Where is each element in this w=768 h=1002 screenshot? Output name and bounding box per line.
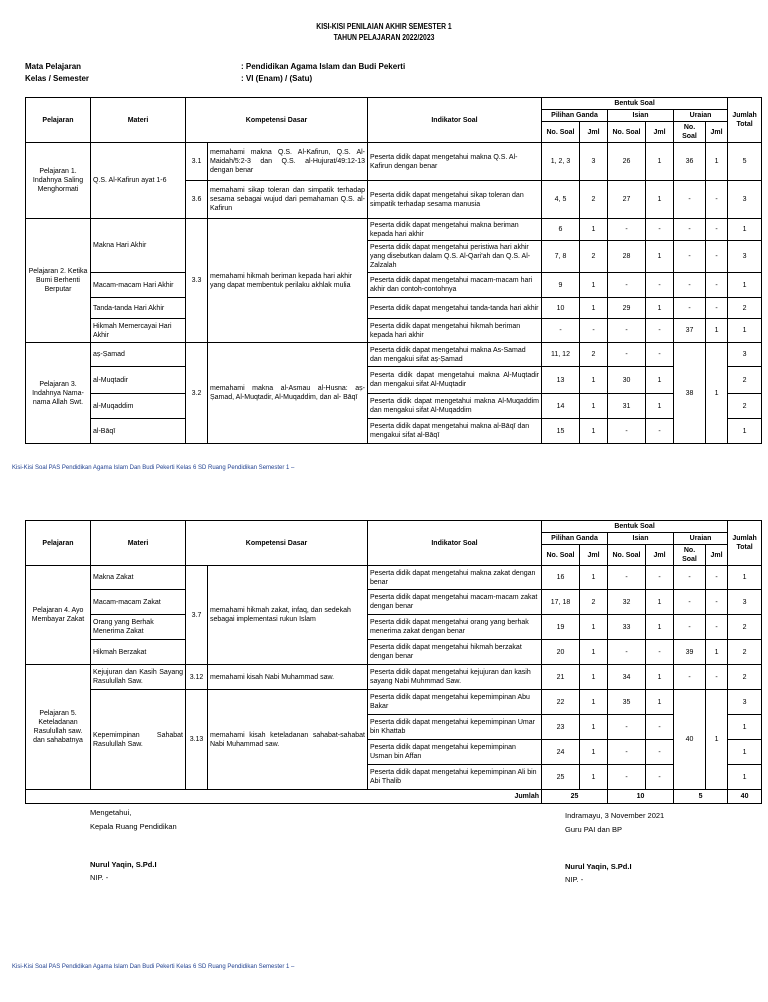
isian-jml-cell: 1 [646,665,674,690]
sig-jabatan-kepala: Kepala Ruang Pendidikan [90,822,177,831]
uraian-jml-cell: 1 [706,690,728,790]
isian-jml-cell: 1 [646,615,674,640]
jumlah-row [26,790,762,804]
isian-no-cell: 31 [608,394,646,419]
uraian-jml-cell: 1 [706,343,728,444]
pelajaran-cell: Pelajaran 2. Ketika Bumi Berhenti Berputar [26,219,91,343]
sig-date: Indramayu, 3 November 2021 [565,811,665,820]
jumlah-pg: 25 [542,790,608,804]
kd-number: 3.12 [186,665,208,690]
isian-no-cell: - [608,765,646,790]
total-cell: 1 [728,715,762,740]
total-cell: 1 [728,765,762,790]
uraian-jml-cell: - [706,273,728,298]
col-kd: Kompetensi Dasar [186,98,368,143]
total-cell: 3 [728,181,762,219]
table-row [26,566,762,590]
table-row [26,690,762,715]
col-jml: Jml [580,545,608,566]
indikator-cell: Peserta didik dapat mengetahui macam-macam hari akhir dan contoh-contohnya [368,273,542,298]
pg-no-cell: 23 [542,715,580,740]
pg-jml-cell: 1 [580,566,608,590]
col-pilihan-ganda: Pilihan Ganda [542,110,608,122]
col-isian: Isian [608,110,674,122]
pg-no-cell: 24 [542,740,580,765]
materi-cell: Hikmah Berzakat [91,640,186,665]
isian-jml-cell: - [646,419,674,444]
indikator-cell: Peserta didik dapat mengetahui kepemimpinan Usman bin Affan [368,740,542,765]
pg-jml-cell: 1 [580,615,608,640]
materi-cell: al-Muqtadir [91,367,186,394]
pg-no-cell: 14 [542,394,580,419]
kelas-value: : VI (Enam) / (Satu) [241,74,313,83]
kisi-table-1 [25,97,762,444]
pg-no-cell: 16 [542,566,580,590]
indikator-cell: Peserta didik dapat mengetahui peristiwa hari akhir yang disebutkan dalam Q.S. Al-Qari'ah dan Q.S. Al-Zalzalah [368,241,542,273]
kd-number: 3.7 [186,566,208,665]
uraian-jml-cell: - [706,219,728,241]
uraian-no-cell: - [674,273,706,298]
mapel-value: : Pendidikan Agama Islam dan Budi Pekerti [241,62,406,71]
isian-no-cell: 30 [608,367,646,394]
mapel-label: Mata Pelajaran [25,62,82,71]
col-jml: Jml [646,545,674,566]
pg-jml-cell: 1 [580,665,608,690]
isian-no-cell: - [608,219,646,241]
isian-jml-cell: 1 [646,181,674,219]
uraian-no-cell: - [674,665,706,690]
kelas-label: Kelas / Semester [25,74,90,83]
jumlah-total: 40 [728,790,762,804]
isian-jml-cell: 1 [646,143,674,181]
table-row [26,319,762,343]
materi-cell: Kepemimpinan Sahabat Rasulullah Saw. [91,690,186,790]
sig-left-nip: NIP. - [90,873,109,882]
kd-cell: memahami hikmah zakat, infaq, dan sedekah sebagai implementasi rukun Islam [208,566,368,665]
kd-cell: memahami kisah Nabi Muhammad saw. [208,665,368,690]
table-row [26,419,762,444]
table-row [26,665,762,690]
indikator-cell: Peserta didik dapat mengetahui makna Al-Muqaddim dan mengakui sifat Al-Muqaddim [368,394,542,419]
uraian-jml-cell: - [706,615,728,640]
indikator-cell: Peserta didik dapat mengetahui makna al-Bāqī dan mengakui sifat al-Bāqī [368,419,542,444]
isian-no-cell: - [608,640,646,665]
pg-jml-cell: 1 [580,273,608,298]
total-cell: 1 [728,566,762,590]
pg-jml-cell: 2 [580,343,608,367]
total-cell: 1 [728,419,762,444]
total-cell: 2 [728,394,762,419]
isian-no-cell: - [608,343,646,367]
pelajaran-cell: Pelajaran 4. Ayo Membayar Zakat [26,566,91,665]
uraian-no-cell: - [674,566,706,590]
jumlah-uraian: 5 [674,790,728,804]
materi-cell: aṣ-Ṣamad [91,343,186,367]
col-jml: Jml [706,545,728,566]
materi-cell: Tanda-tanda Hari Akhir [91,298,186,319]
sig-jabatan-guru: Guru PAI dan BP [565,825,622,834]
pg-jml-cell: 1 [580,367,608,394]
pg-jml-cell: 1 [580,740,608,765]
pg-jml-cell: 1 [580,298,608,319]
isian-jml-cell: - [646,740,674,765]
total-cell: 5 [728,143,762,181]
col-jml: Jml [646,122,674,143]
table-row [26,394,762,419]
sig-right-name: Nurul Yaqin, S.Pd.I [565,862,632,871]
total-cell: 1 [728,219,762,241]
page-footer: Kisi-Kisi Soal PAS Pendidikan Agama Islam Dan Budi Pekerti Kelas 6 SD Ruang Pendidikan Semester 1 – [12,964,295,970]
isian-jml-cell: - [646,273,674,298]
pg-jml-cell: 1 [580,219,608,241]
pg-jml-cell: 3 [580,143,608,181]
kisi-table-2 [25,520,762,804]
table-row [26,640,762,665]
col-no-soal: No. Soal [542,122,580,143]
materi-cell: Kejujuran dan Kasih Sayang Rasulullah Saw. [91,665,186,690]
pg-no-cell: 17, 18 [542,590,580,615]
materi-cell: Q.S. Al-Kafirun ayat 1-6 [91,143,186,219]
isian-jml-cell: - [646,640,674,665]
indikator-cell: Peserta didik dapat mengetahui kepemimpinan Abu Bakar [368,690,542,715]
total-cell: 2 [728,640,762,665]
pelajaran-cell: Pelajaran 1. Indahnya Saling Menghormati [26,143,91,219]
table-row [26,343,762,367]
pg-no-cell: 20 [542,640,580,665]
col-bentuk-soal: Bentuk Soal [542,521,728,533]
pg-no-cell: 10 [542,298,580,319]
indikator-cell: Peserta didik dapat mengetahui makna beriman kepada hari akhir [368,219,542,241]
indikator-cell: Peserta didik dapat mengetahui hikmah berzakat dengan benar [368,640,542,665]
indikator-cell: Peserta didik dapat mengetahui makna As-Samad dan mengakui sifat aṣ-Ṣamad [368,343,542,367]
isian-no-cell: 26 [608,143,646,181]
total-cell: 3 [728,690,762,715]
pg-no-cell: 6 [542,219,580,241]
isian-no-cell: - [608,273,646,298]
materi-cell: Macam-macam Hari Akhir [91,273,186,298]
isian-no-cell: - [608,740,646,765]
isian-no-cell: 35 [608,690,646,715]
isian-no-cell: 32 [608,590,646,615]
col-no-soal: No. Soal [542,545,580,566]
pg-jml-cell: 1 [580,715,608,740]
uraian-jml-cell: - [706,665,728,690]
pg-jml-cell: - [580,319,608,343]
col-no-soal: No. Soal [608,545,646,566]
table-row [26,590,762,615]
uraian-jml-cell: 1 [706,319,728,343]
kd-cell: memahami makna Q.S. Al-Kafirun, Q.S. Al-Maidah/5:2-3 dan Q.S. al-Hujurat/49:12-13 dengan benar [208,143,368,181]
col-pilihan-ganda: Pilihan Ganda [542,533,608,545]
sig-right-nip: NIP. - [565,875,584,884]
table-row [26,298,762,319]
pelajaran-cell: Pelajaran 5. Keteladanan Rasulullah saw. dan sahabatnya [26,665,91,790]
uraian-no-cell: - [674,298,706,319]
isian-jml-cell: - [646,715,674,740]
isian-no-cell: 34 [608,665,646,690]
pg-no-cell: 22 [542,690,580,715]
pg-no-cell: 1, 2, 3 [542,143,580,181]
page-footer: Kisi-Kisi Soal PAS Pendidikan Agama Islam Dan Budi Pekerti Kelas 6 SD Ruang Pendidikan Semester 1 – [12,465,295,471]
uraian-no-cell: - [674,241,706,273]
materi-cell: Hikmah Memercayai Hari Akhir [91,319,186,343]
pg-no-cell: 13 [542,367,580,394]
uraian-no-cell: - [674,219,706,241]
indikator-cell: Peserta didik dapat mengetahui tanda-tanda hari akhir [368,298,542,319]
table-row [26,273,762,298]
col-pelajaran: Pelajaran [26,98,91,143]
kd-cell: memahami kisah keteladanan sahabat-sahabat Nabi Muhammad saw. [208,690,368,790]
col-materi: Materi [91,521,186,566]
kd-cell: memahami sikap toleran dan simpatik terhadap sesama sebagai wujud dari pemahaman Q.S. al-Kafirun [208,181,368,219]
isian-jml-cell: 1 [646,590,674,615]
isian-jml-cell: 1 [646,394,674,419]
isian-jml-cell: - [646,219,674,241]
uraian-no-cell: - [674,181,706,219]
isian-no-cell: 33 [608,615,646,640]
isian-no-cell: 28 [608,241,646,273]
pg-jml-cell: 1 [580,419,608,444]
kd-number: 3.3 [186,219,208,343]
sig-left-name: Nurul Yaqin, S.Pd.I [90,860,157,869]
uraian-jml-cell: - [706,566,728,590]
sig-mengetahui: Mengetahui, [90,808,132,817]
materi-cell: Makna Hari Akhir [91,219,186,273]
total-cell: 3 [728,343,762,367]
indikator-cell: Peserta didik dapat mengetahui hikmah beriman kepada hari akhir [368,319,542,343]
kd-number: 3.2 [186,343,208,444]
total-cell: 3 [728,241,762,273]
jumlah-isian: 10 [608,790,674,804]
isian-no-cell: - [608,419,646,444]
uraian-no-cell: 39 [674,640,706,665]
table-row [26,143,762,181]
uraian-no-cell: - [674,615,706,640]
pg-no-cell: 19 [542,615,580,640]
isian-jml-cell: - [646,319,674,343]
uraian-jml-cell: - [706,181,728,219]
indikator-cell: Peserta didik dapat mengetahui kepemimpinan Ali bin Abi Thalib [368,765,542,790]
pg-no-cell: 21 [542,665,580,690]
col-jumlah-total: Jumlah Total [728,521,762,566]
indikator-cell: Peserta didik dapat mengetahui orang yang berhak menerima zakat dengan benar [368,615,542,640]
col-jml: Jml [706,122,728,143]
uraian-no-cell: 36 [674,143,706,181]
indikator-cell: Peserta didik dapat mengetahui makna Q.S. Al-Kafirun dengan benar [368,143,542,181]
col-indikator: Indikator Soal [368,98,542,143]
doc-title: KISI-KISI PENILAIAN AKHIR SEMESTER 1 [316,22,452,31]
col-no-soal: No. Soal [608,122,646,143]
table-row [26,615,762,640]
uraian-no-cell: 37 [674,319,706,343]
uraian-jml-cell: 1 [706,143,728,181]
uraian-jml-cell: - [706,298,728,319]
pg-no-cell: 4, 5 [542,181,580,219]
materi-cell: Macam-macam Zakat [91,590,186,615]
isian-jml-cell: - [646,343,674,367]
isian-no-cell: - [608,319,646,343]
kd-number: 3.6 [186,181,208,219]
doc-subtitle: TAHUN PELAJARAN 2022/2023 [333,33,435,42]
pg-jml-cell: 2 [580,590,608,615]
col-indikator: Indikator Soal [368,521,542,566]
pg-no-cell: - [542,319,580,343]
pg-jml-cell: 1 [580,690,608,715]
total-cell: 2 [728,298,762,319]
total-cell: 2 [728,665,762,690]
col-jumlah-total: Jumlah Total [728,98,762,143]
materi-cell: Orang yang Berhak Menerima Zakat [91,615,186,640]
total-cell: 1 [728,273,762,298]
pg-jml-cell: 1 [580,765,608,790]
isian-jml-cell: 1 [646,241,674,273]
col-jml: Jml [580,122,608,143]
col-no-soal: No. Soal [674,122,706,143]
col-isian: Isian [608,533,674,545]
col-pelajaran: Pelajaran [26,521,91,566]
col-no-soal: No. Soal [674,545,706,566]
table-row [26,219,762,241]
indikator-cell: Peserta didik dapat mengetahui kepemimpinan Umar bin Khattab [368,715,542,740]
isian-jml-cell: - [646,566,674,590]
pg-no-cell: 7, 8 [542,241,580,273]
isian-jml-cell: 1 [646,690,674,715]
isian-jml-cell: 1 [646,367,674,394]
pg-jml-cell: 1 [580,394,608,419]
materi-cell: Makna Zakat [91,566,186,590]
uraian-jml-cell: - [706,590,728,615]
col-uraian: Uraian [674,533,728,545]
kd-cell: memahami makna al-Asmau al-Husna: aṣ-Ṣamad, Al-Muqtadir, Al-Muqaddim, dan al- Bāqī [208,343,368,444]
uraian-jml-cell: - [706,241,728,273]
isian-jml-cell: 1 [646,298,674,319]
col-kd: Kompetensi Dasar [186,521,368,566]
total-cell: 2 [728,367,762,394]
indikator-cell: Peserta didik dapat mengetahui makna Al-Muqtadir dan mengakui sifat Al-Muqtadir [368,367,542,394]
indikator-cell: Peserta didik dapat mengetahui macam-macam zakat dengan benar [368,590,542,615]
pg-no-cell: 25 [542,765,580,790]
indikator-cell: Peserta didik dapat mengetahui sikap toleran dan simpatik terhadap sesama manusia [368,181,542,219]
pg-jml-cell: 1 [580,640,608,665]
uraian-no-cell: - [674,590,706,615]
kd-cell: memahami hikmah beriman kepada hari akhir yang dapat membentuk perilaku akhlak mulia [208,219,368,343]
col-bentuk-soal: Bentuk Soal [542,98,728,110]
isian-no-cell: 29 [608,298,646,319]
table-row [26,367,762,394]
uraian-no-cell: 40 [674,690,706,790]
jumlah-label: Jumlah [26,790,542,804]
pg-jml-cell: 2 [580,241,608,273]
pg-jml-cell: 2 [580,181,608,219]
kd-number: 3.1 [186,143,208,181]
indikator-cell: Peserta didik dapat mengetahui makna zakat dengan benar [368,566,542,590]
col-materi: Materi [91,98,186,143]
indikator-cell: Peserta didik dapat mengetahui kejujuran dan kasih sayang Nabi Muhmmad Saw. [368,665,542,690]
isian-no-cell: - [608,715,646,740]
isian-no-cell: - [608,566,646,590]
pg-no-cell: 11, 12 [542,343,580,367]
isian-jml-cell: - [646,765,674,790]
col-uraian: Uraian [674,110,728,122]
isian-no-cell: 27 [608,181,646,219]
uraian-no-cell: 38 [674,343,706,444]
total-cell: 1 [728,319,762,343]
kd-number: 3.13 [186,690,208,790]
total-cell: 1 [728,740,762,765]
pg-no-cell: 9 [542,273,580,298]
materi-cell: al-Bāqī [91,419,186,444]
materi-cell: al-Muqaddim [91,394,186,419]
total-cell: 3 [728,590,762,615]
total-cell: 2 [728,615,762,640]
uraian-jml-cell: 1 [706,640,728,665]
pelajaran-cell: Pelajaran 3. Indahnya Nama-nama Allah Swt. [26,343,91,444]
pg-no-cell: 15 [542,419,580,444]
